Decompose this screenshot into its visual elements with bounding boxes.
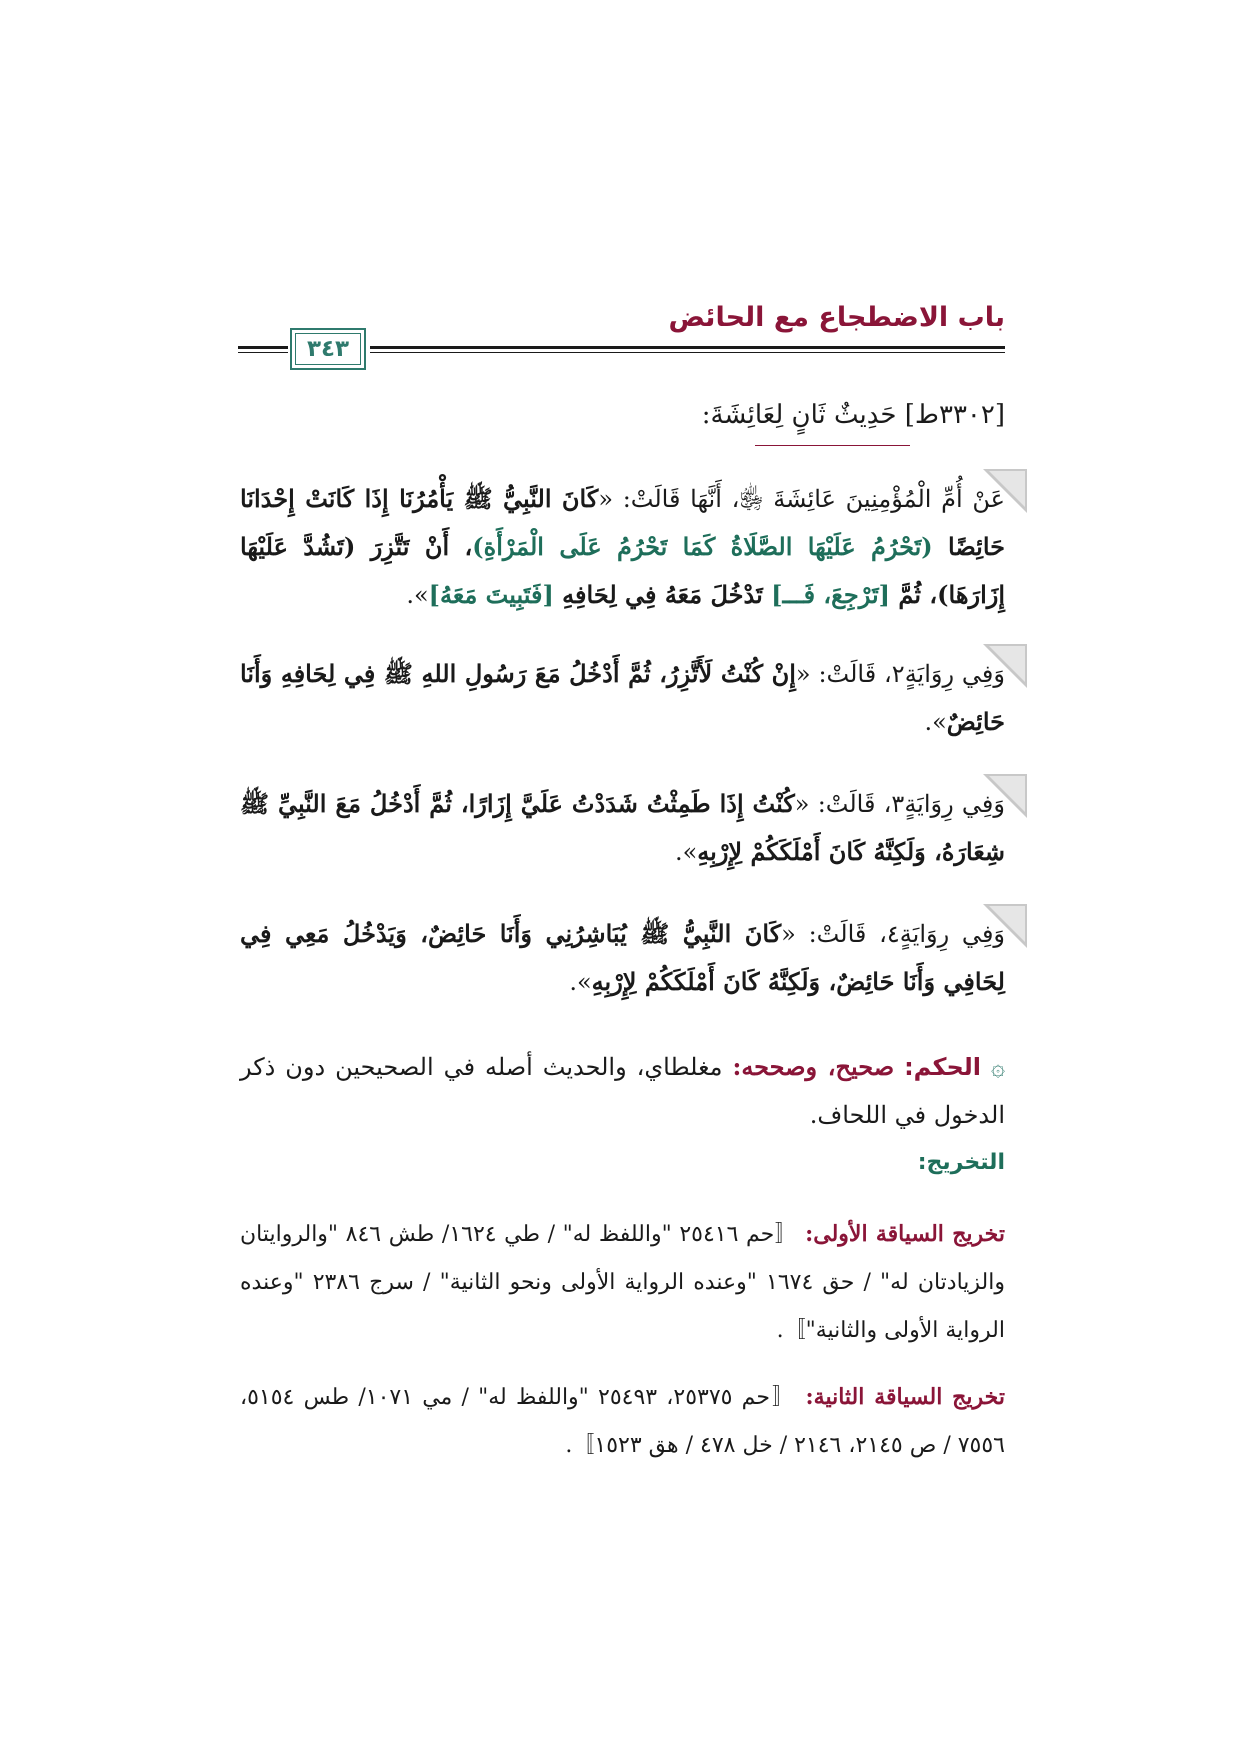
header-rule-thin [370, 352, 1005, 353]
header-rule [370, 346, 1005, 349]
narration-matn: كُنْتُ إِذَا طَمِثْتُ شَدَدْتُ عَلَيَّ إِزَارًا، ثُمَّ أَدْخُلُ مَعَ النَّبِيِّ ﷺ شِعَارَهُ، وَلَكِنَّهُ كَانَ أَمْلَكَكُمْ لِإِرْبِهِ [240, 789, 1005, 866]
hadith-heading [702, 400, 1005, 430]
narration-intro: عَنْ أُمِّ الْمُؤْمِنِينَ عَائِشَةَ ﵂، أَنَّهَا قَالَتْ: « [598, 485, 1006, 513]
narration-end: ». [924, 708, 947, 736]
page-number-frame [290, 328, 366, 370]
takhrij-heading: التخريج: [917, 1150, 1005, 1175]
corner-ornament-icon [983, 644, 1027, 688]
narration-matn: كَانَ النَّبِيُّ ﷺ يَأْمُرُنَا إِذَا كَانَتْ إِحْدَانَا حَائِضًا [240, 484, 1006, 561]
takhrij-text: 〚حم ٢٥٤١٦ "واللفظ له" / طي ١٦٢٤/ طش ٨٤٦ "والروايتان والزيادتان له" / حق ١٦٧٤ "وعنده الرواية الأولى ونحو الثانية" / سرج ٢٣٨٦ "وعنده الرواية الأولى والثانية"〛. [240, 1222, 1005, 1343]
takhrij-label: تخريج السياقة الأولى: [805, 1221, 1005, 1247]
narration-matn: إِنْ كُنْتُ لَأَتَّزِرُ، ثُمَّ أَدْخُلُ مَعَ رَسُولِ اللهِ ﷺ فِي لِحَافِهِ وَأَنَا حَائِضٌ [240, 659, 1005, 736]
narration-matn: ، أَنْ تَتَّزِرَ (تَشُدَّ عَلَيْهَا إِزَارَهَا)، ثُمَّ [240, 532, 1005, 609]
running-title: باب الاضطجاع مع الحائض [668, 302, 1005, 333]
ruling-grade: صحيح، وصححه: [732, 1052, 895, 1081]
narration-block [240, 910, 1005, 1015]
narration-matn: كَانَ النَّبِيُّ ﷺ يُبَاشِرُنِي وَأَنَا حَائِضٌ، وَيَدْخُلُ مَعِي فِي لِحَافِي وَأَنَا حَائِضٌ، وَلَكِنَّهُ كَانَ أَمْلَكَكُمْ لِإِرْبِهِ [240, 919, 1005, 996]
flower-ornament-icon: ۞ [990, 1053, 1005, 1081]
ruling-paragraph [240, 1043, 1005, 1139]
narration-block [240, 780, 1005, 885]
takhrij-label: تخريج السياقة الثانية: [805, 1384, 1005, 1410]
narration-matn: تَدْخُلَ مَعَهُ فِي لِحَافِهِ [553, 580, 772, 609]
narration-intro: وَفِي رِوَايَةٍ٣، قَالَتْ: « [794, 790, 1005, 818]
narration-intro: وَفِي رِوَايَةٍ٤، قَالَتْ: « [781, 920, 1006, 948]
header-rule-left-thin [238, 352, 288, 353]
narration-block [240, 650, 1005, 755]
page-number: ٣٤٣ [306, 336, 350, 362]
takhrij-paragraph [240, 1210, 1005, 1355]
narration-block [240, 475, 1005, 625]
narration-gloss: [تَرْجِعَ، فَـــ] [771, 580, 891, 609]
title-underline [755, 445, 910, 446]
takhrij-paragraph [240, 1373, 1005, 1470]
narration-intro: وَفِي رِوَايَةٍ٢، قَالَتْ: « [795, 660, 1005, 688]
narration-end: ». [674, 838, 698, 866]
takhrij-text: 〚حم ٢٥٣٧٥، ٢٥٤٩٣ "واللفظ له" / مي ١٠٧١/ طس ٥١٥٤، ٧٥٥٦ / ص ٢١٤٥، ٢١٤٦ / خل ٤٧٨ / هق ١٥٢٣〛. [240, 1385, 1005, 1458]
narration-gloss: (تَحْرُمُ عَلَيْهَا الصَّلَاةُ كَمَا تَحْرُمُ عَلَى الْمَرْأَةِ) [472, 532, 933, 561]
ruling-label: الحكم: [904, 1053, 981, 1081]
header-rule-left [238, 346, 288, 349]
ruling-text: مغلطاي، والحديث أصله في الصحيحين دون ذكر الدخول في اللحاف. [240, 1053, 1005, 1129]
corner-ornament-icon [983, 904, 1027, 948]
hadith-title: حَدِيثٌ ثَانٍ لِعَائِشَةَ: [701, 400, 897, 430]
hadith-ref: [٣٣٠٢ط] [904, 400, 1005, 430]
narration-end: ». [569, 968, 592, 996]
narration-end: ». [406, 581, 429, 609]
narration-gloss: [فَتَبِيتَ مَعَهُ] [428, 580, 554, 609]
corner-ornament-icon [983, 774, 1027, 818]
corner-ornament-icon [983, 469, 1027, 513]
